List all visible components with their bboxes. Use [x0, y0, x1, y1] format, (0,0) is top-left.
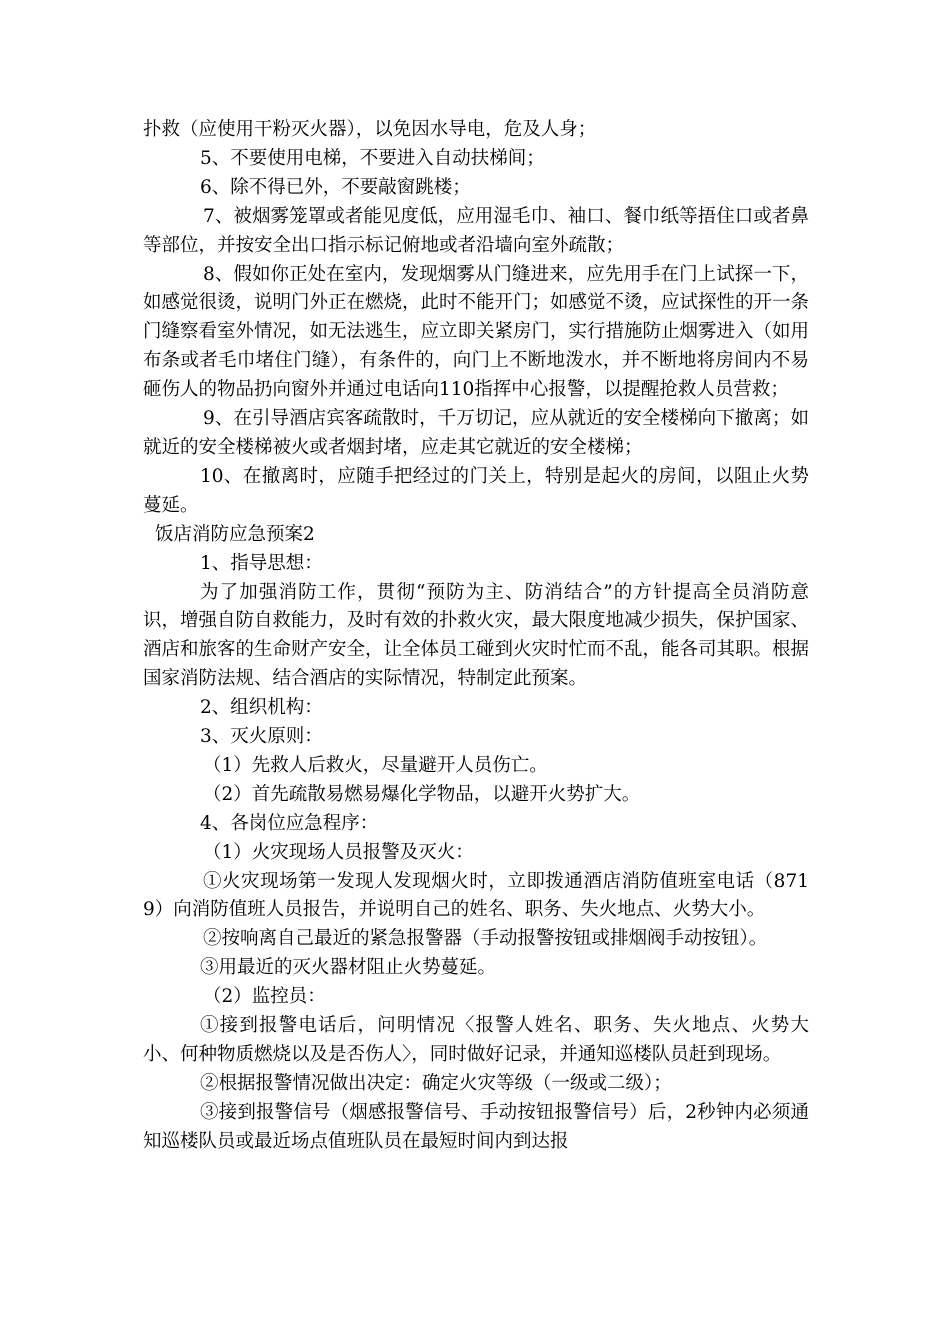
paragraph-item-7: 7、被烟雾笼罩或者能见度低，应用湿毛巾、袖口、餐巾纸等捂住口或者鼻等部位，并按安全出口指示标记俯地或者沿墙向室外疏散； — [143, 205, 809, 256]
paragraph-procedures: 4、各岗位应急程序： — [200, 812, 379, 834]
paragraph-guiding-body: 为了加强消防工作，贯彻“预防为主、防消结合”的方针提高全员消防意识，增强自防自救能力，及时有效的扑救火灾，最大限度地减少损失，保护国家、酒店和旅客的生命财产安全，让全体员工碰到火灾时忙而不乱，能各司其职。根据国家消防法规、结合酒店的实际情况，特制定此预案。 — [143, 581, 810, 690]
paragraph-principles: 3、灭火原则： — [200, 726, 323, 748]
paragraph-item-8: 8、假如你正处在室内，发现烟雾从门缝进来，应先用手在门上试探一下，如感觉很烫，说明门外正在燃烧，此时不能开门；如感觉不烫，应试探性的开一条门缝察看室外情况，如无法逃生，应立即关紧房门，实行措施防止烟雾进入（如用布条或者毛巾堵住门缝），有条件的，向门上不断地泼水，并不断地将房间内不易砸伤人的物品扔向窗外并通过电话向110指挥中心报警，以提醒抢救人员营救； — [143, 263, 810, 401]
paragraph-item-9: 9、在引导酒店宾客疏散时，千万切记，应从就近的安全楼梯向下撤离；如就近的安全楼梯被火或者烟封堵，应走其它就近的安全楼梯； — [143, 408, 809, 458]
paragraph-principle-1: （1）先救人后救火，尽量避开人员伤亡。 — [203, 754, 548, 776]
paragraph-continuation: 扑救（应使用干粉灭火器），以免因水导电，危及人身； — [143, 119, 597, 140]
paragraph-item-10: 10、在撤离时，应随手把经过的门关上，特别是起火的房间，以阻止火势蔓延。 — [143, 465, 809, 516]
section-heading: 饭店消防应急预案2 — [155, 523, 315, 545]
paragraph-step-1-2: ②按响离自己最近的紧急报警器（手动报警按钮或排烟阀手动按钮）。 — [203, 928, 768, 950]
paragraph-principle-2: （2）首先疏散易燃易爆化学物品，以避开火势扩大。 — [203, 783, 641, 805]
paragraph-organization: 2、组织机构： — [200, 697, 323, 719]
paragraph-step-2-3: ③接到报警信号（烟感报警信号、手动按钮报警信号）后，2秒钟内必须通知巡楼队员或最近场点值班队员在最短时间内到达报 — [143, 1101, 809, 1152]
paragraph-step-2-2: ②根据报警情况做出决定：确定火灾等级（一级或二级）； — [200, 1072, 672, 1094]
paragraph-procedure-1: （1）火灾现场人员报警及灭火： — [203, 841, 474, 863]
paragraph-guiding-title: 1、指导思想： — [200, 552, 323, 574]
paragraph-procedure-2: （2）监控员： — [203, 986, 326, 1008]
paragraph-step-1-1: ①火灾现场第一发现人发现烟火时，立即拨通酒店消防值班室电话（8719）向消防值班人员报告，并说明自己的姓名、职务、失火地点、火势大小。 — [143, 870, 809, 921]
paragraph-step-1-3: ③用最近的灭火器材阻止火势蔓延。 — [200, 957, 497, 979]
document-body — [143, 116, 809, 1157]
paragraph-item-6: 6、除不得已外，不要敲窗跳楼； — [200, 176, 471, 198]
paragraph-step-2-1: ①接到报警电话后，问明情况〈报警人姓名、职务、失火地点、火势大小、何种物质燃烧以及是否伤人〉，同时做好记录，并通知巡楼队员赶到现场。 — [143, 1015, 809, 1065]
paragraph-item-5: 5、不要使用电梯，不要进入自动扶梯间； — [200, 147, 545, 169]
